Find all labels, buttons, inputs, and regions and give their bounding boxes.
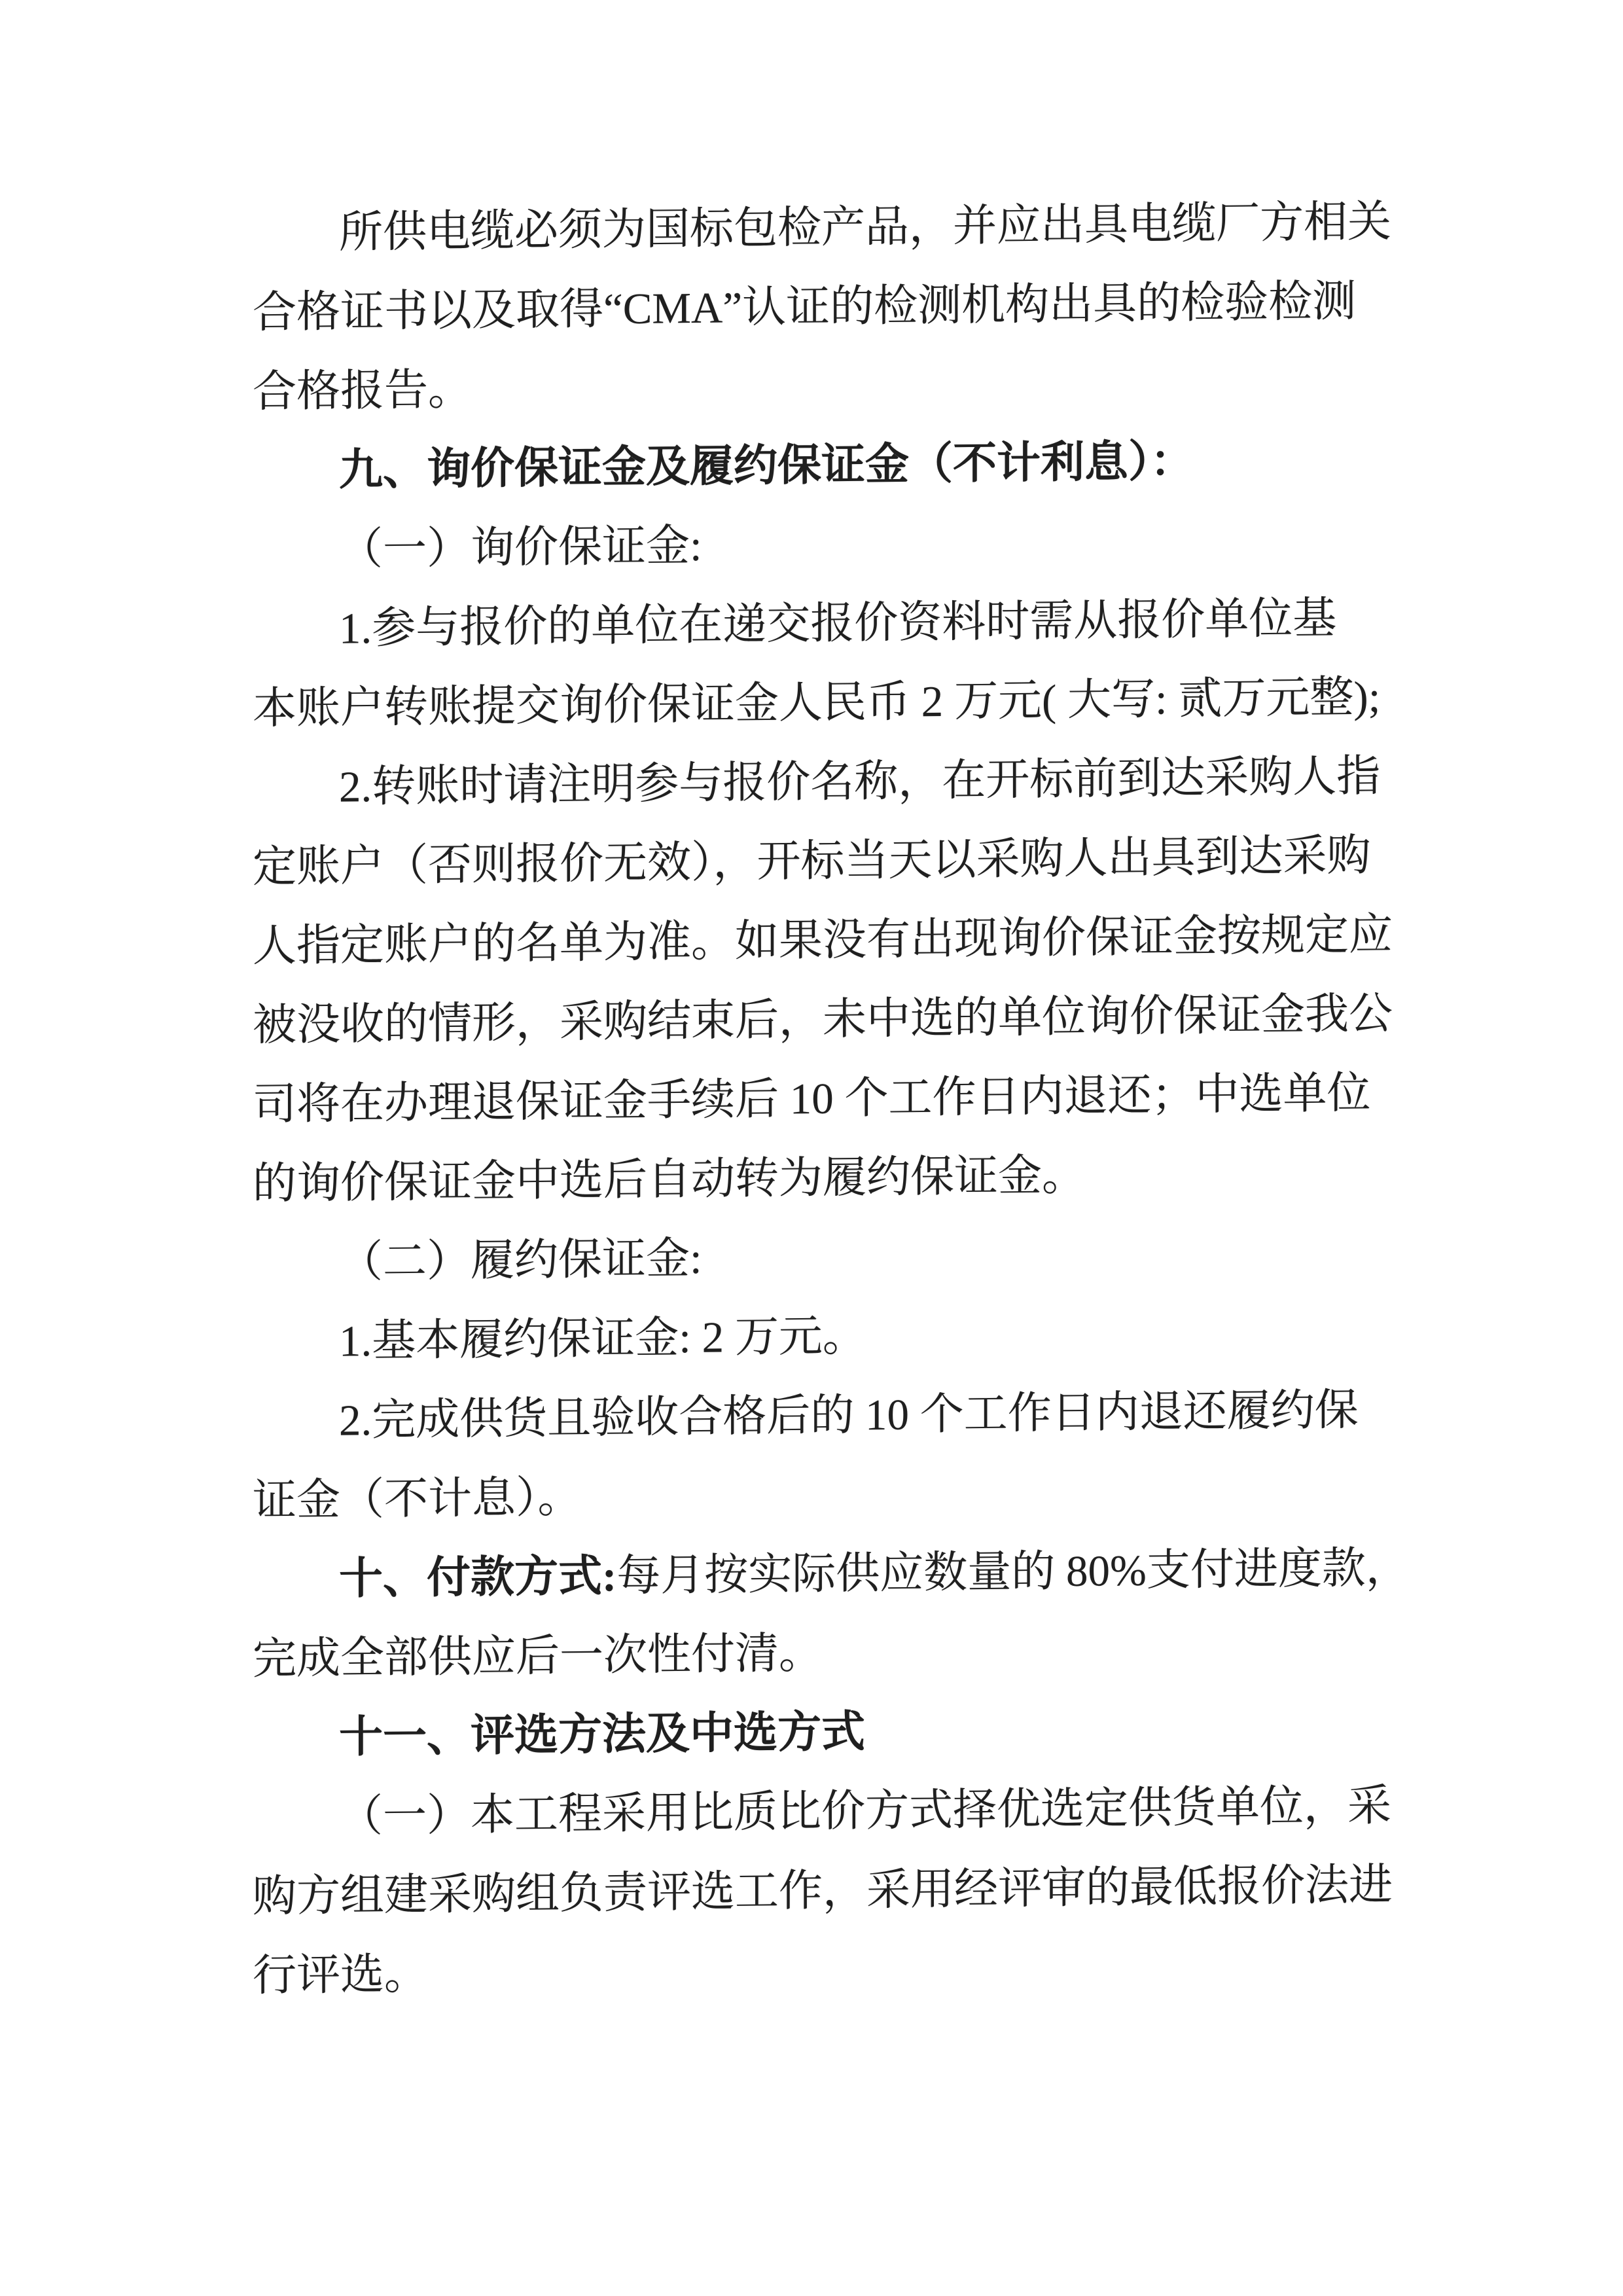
text-line: 1.基本履约保证金: 2 万元。 [339,1312,866,1366]
text-line: 人指定账户的名单为准。如果没有出现询价保证金按规定应 [253,910,1393,971]
text-line: 2.完成供货且验收合格后的 10 个工作日内退还履约保 [339,1386,1359,1445]
text-line: 被没收的情形，采购结束后，未中选的单位询价保证金我公 [253,989,1393,1050]
text-line: 合格证书以及取得“CMA”认证的检测机构出具的检验检测 [253,277,1357,337]
text-line: 本账户转账提交询价保证金人民币 2 万元( 大写: 贰万元整); [253,672,1381,733]
text-line: （一）本工程采用比质比价方式择优选定供货单位，采 [339,1781,1391,1841]
text-block [253,0,1410,2016]
text-line: 的询价保证金中选后自动转为履约保证金。 [253,1151,1086,1208]
text-line: 2.转账时请注明参与报价名称，在开标前到达采购人指 [339,751,1381,812]
section-heading-line: 九、询价保证金及履约保证金（不计利息）： [339,437,1194,495]
text-line: （一）询价保证金: [339,521,702,574]
text-line: 定账户（否则报价无效），开标当天以采购人出具到达采购 [253,831,1371,891]
text-line: 完成全部供应后一次性付清。 [253,1628,823,1683]
section-heading-line [253,1529,1410,1620]
text-line: 合格报告。 [253,365,472,416]
section-heading-line: 十一、评选方法及中选方式 [339,1708,865,1762]
inline-section-heading: 十、付款方式: [339,1552,617,1604]
text-line: 司将在办理退保证金手续后 10 个工作日内退还；中选单位 [253,1069,1371,1129]
text-line: 1.参与报价的单位在递交报价资料时需从报价单位基 [339,594,1337,653]
text-line: 购方组建采购组负责评选工作，采用经评审的最低报价法进 [253,1860,1393,1921]
text-line: （二）履约保证金: [339,1234,702,1287]
text-line: 所供电缆必须为国标包检产品，并应出具电缆厂方相关 [339,197,1391,257]
text-line: 证金（不计息）。 [253,1473,582,1525]
text-line: 行评选。 [253,1950,428,2000]
text-run: 每月按实际供应数量的 80%支付进度款， [616,1543,1410,1601]
